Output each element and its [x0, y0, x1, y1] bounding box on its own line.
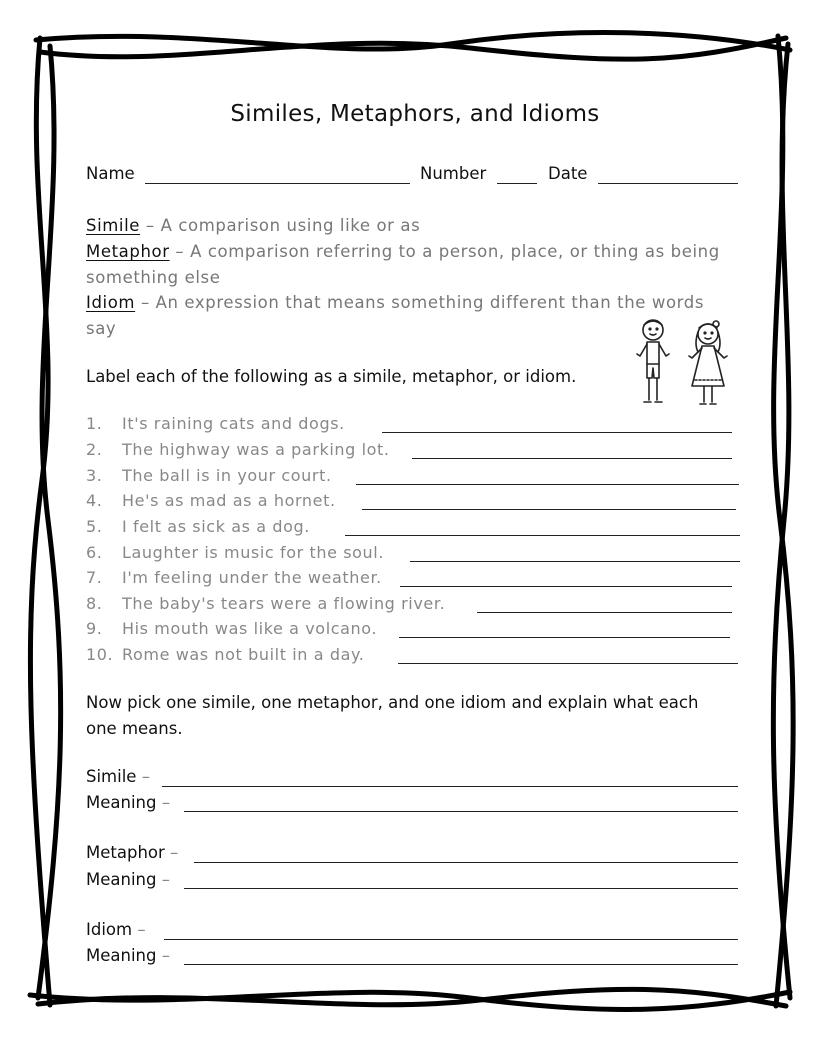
answer-line-7[interactable]	[400, 586, 732, 587]
label-instruction: Label each of the following as a simile, metaphor, or idiom.	[86, 367, 577, 386]
item-text: The ball is in your court.	[122, 466, 332, 485]
item-number: 9.	[86, 619, 103, 638]
list-item	[86, 619, 377, 638]
answer-line-8[interactable]	[477, 612, 732, 613]
name-label: Name	[86, 164, 135, 183]
date-field[interactable]	[598, 183, 738, 184]
dash: –	[132, 920, 146, 939]
idiom-answer-label	[86, 920, 146, 939]
answer-line-3[interactable]	[356, 484, 739, 485]
item-text: Laughter is music for the soul.	[122, 543, 385, 562]
simile-answer-label	[86, 767, 150, 786]
item-number: 6.	[86, 543, 103, 562]
list-item	[86, 517, 310, 536]
number-label: Number	[420, 164, 487, 183]
name-field[interactable]	[145, 183, 410, 184]
item-number: 5.	[86, 517, 103, 536]
metaphor-answer-label	[86, 843, 178, 862]
item-text: His mouth was like a volcano.	[122, 619, 378, 638]
list-item	[86, 645, 364, 664]
metaphor-definition-cont: something else	[86, 268, 221, 287]
metaphor-definition-text: – A comparison referring to a person, place, or thing as being	[169, 242, 720, 261]
simile-definition-text: – A comparison using like or as	[140, 216, 421, 235]
list-item	[86, 466, 332, 485]
item-text: He's as mad as a hornet.	[122, 491, 336, 510]
meaning-label: Meaning	[86, 793, 157, 812]
simile-meaning-label	[86, 793, 170, 812]
item-text: I felt as sick as a dog.	[122, 517, 310, 536]
meaning-label: Meaning	[86, 946, 157, 965]
item-text: Rome was not built in a day.	[122, 645, 365, 664]
item-number: 3.	[86, 466, 103, 485]
idiom-meaning-field[interactable]	[184, 964, 738, 965]
list-item	[86, 568, 382, 587]
idiom-definition-text: – An expression that means something different than the words	[135, 293, 705, 312]
answer-line-5[interactable]	[345, 535, 740, 536]
list-item	[86, 491, 336, 510]
page-title: Similes, Metaphors, and Idioms	[230, 101, 600, 127]
simile-meaning-field[interactable]	[184, 811, 738, 812]
kids-clipart-icon	[628, 316, 738, 410]
simile-definition	[86, 216, 420, 235]
dash: –	[156, 946, 170, 965]
item-text: I'm feeling under the weather.	[122, 568, 382, 587]
meaning-label: Meaning	[86, 870, 157, 889]
idiom-meaning-label	[86, 946, 170, 965]
metaphor-meaning-field[interactable]	[184, 888, 738, 889]
item-text: The baby's tears were a flowing river.	[122, 594, 446, 613]
answer-line-2[interactable]	[412, 458, 732, 459]
metaphor-meaning-label	[86, 870, 170, 889]
simile-term: Simile	[86, 216, 141, 235]
idiom-term: Idiom	[86, 293, 136, 312]
idiom-answer-field[interactable]	[164, 939, 738, 940]
list-item	[86, 594, 445, 613]
item-text: It's raining cats and dogs.	[122, 414, 345, 433]
simile-label: Simile	[86, 767, 137, 786]
dash: –	[164, 843, 179, 862]
item-text: The highway was a parking lot.	[122, 440, 390, 459]
metaphor-answer-field[interactable]	[194, 862, 738, 863]
list-item	[86, 440, 390, 459]
item-number: 4.	[86, 491, 103, 510]
answer-line-9[interactable]	[399, 637, 730, 638]
metaphor-definition	[86, 242, 720, 261]
dash: –	[136, 767, 150, 786]
item-number: 7.	[86, 568, 103, 587]
answer-line-1[interactable]	[382, 432, 732, 433]
item-number: 1.	[86, 414, 103, 433]
answer-line-10[interactable]	[398, 663, 738, 664]
metaphor-label: Metaphor	[86, 843, 165, 862]
explain-instruction: Now pick one simile, one metaphor, and one idiom and explain what each	[86, 693, 699, 712]
idiom-definition	[86, 293, 704, 312]
number-field[interactable]	[497, 183, 537, 184]
item-number: 8.	[86, 594, 103, 613]
idiom-label: Idiom	[86, 920, 133, 939]
dash: –	[156, 793, 170, 812]
dash: –	[156, 870, 170, 889]
list-item	[86, 543, 384, 562]
date-label: Date	[548, 164, 588, 183]
answer-line-4[interactable]	[362, 509, 736, 510]
item-number: 10.	[86, 645, 114, 664]
simile-answer-field[interactable]	[162, 786, 738, 787]
item-number: 2.	[86, 440, 103, 459]
answer-line-6[interactable]	[410, 561, 740, 562]
list-item	[86, 414, 345, 433]
metaphor-term: Metaphor	[86, 242, 170, 261]
explain-instruction-cont: one means.	[86, 719, 183, 738]
idiom-definition-cont: say	[86, 319, 117, 338]
